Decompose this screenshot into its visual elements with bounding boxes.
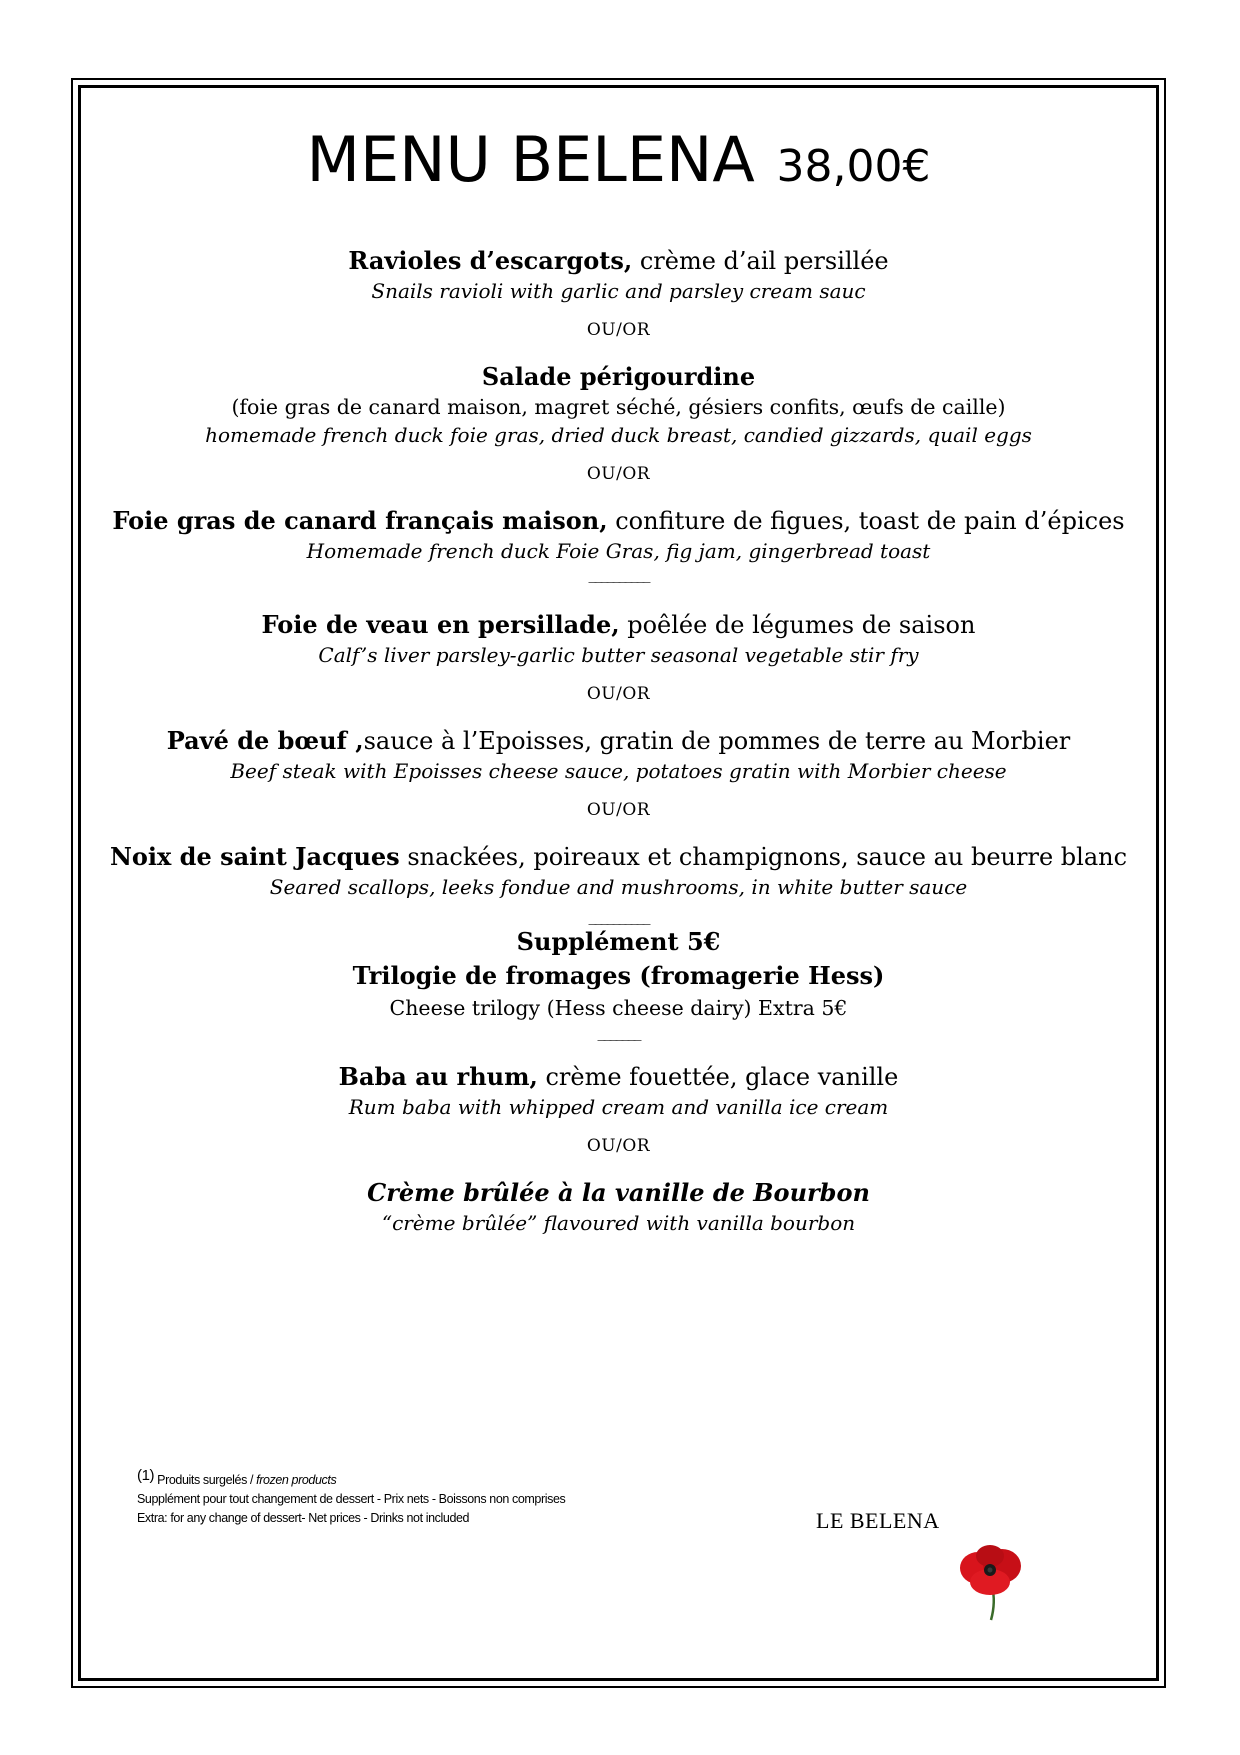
menu-title-text: MENU BELENA <box>306 123 755 196</box>
dish-name: Ravioles d’escargots, <box>348 246 633 275</box>
footnotes <box>137 1466 565 1528</box>
poppy-flower-logo <box>956 1542 1026 1622</box>
restaurant-name: LE BELENA <box>816 1508 940 1533</box>
menu-title <box>81 120 1156 207</box>
dish-name: Foie de veau en persillade, <box>261 610 620 639</box>
main-item <box>81 609 1156 669</box>
supplement-item <box>81 925 1156 1023</box>
or-label: OU/OR <box>586 800 651 820</box>
dish-translation: Seared scallops, leeks fondue and mushrooms, in white butter sauce <box>269 875 968 899</box>
or-label: OU/OR <box>586 320 651 340</box>
footnote-line: Supplément pour tout changement de dessert - Prix nets - Boissons non comprises <box>137 1492 566 1506</box>
dish-description: poêlée de légumes de saison <box>619 611 976 639</box>
menu-content <box>81 88 1156 1237</box>
dish-name: Crème brûlée à la vanille de Bourbon <box>367 1178 870 1207</box>
starter-item <box>81 245 1156 305</box>
dish-name: Noix de saint Jacques <box>109 842 400 871</box>
supplement-label: Supplément 5€ <box>516 927 721 956</box>
dish-name: Pavé de bœuf , <box>166 726 364 755</box>
footnote-marker: (1) <box>137 1467 155 1484</box>
dish-translation: Snails ravioli with garlic and parsley cream sauc <box>371 279 866 303</box>
main-item <box>81 841 1156 901</box>
dish-name: Foie gras de canard français maison, <box>112 506 608 535</box>
or-label: OU/OR <box>586 464 651 484</box>
dish-name: Baba au rhum, <box>338 1062 538 1091</box>
dish-description: snackées, poireaux et champignons, sauce au beurre blanc <box>399 843 1128 871</box>
section-separator: _______ <box>597 1022 640 1041</box>
footnote-line: Extra: for any change of dessert- Net prices - Drinks not included <box>137 1511 470 1525</box>
dish-translation: Beef steak with Epoisses cheese sauce, potatoes gratin with Morbier cheese <box>230 759 1007 783</box>
dish-description: confiture de figues, toast de pain d’épices <box>607 507 1125 535</box>
or-label: OU/OR <box>586 684 651 704</box>
menu-price: 38,00€ <box>776 141 931 192</box>
dish-description: crème fouettée, glace vanille <box>537 1063 899 1091</box>
dish-name: Salade périgourdine <box>481 362 756 391</box>
dish-description: crème d’ail persillée <box>632 247 889 275</box>
section-separator: __________ <box>588 564 649 583</box>
dish-translation: Rum baba with whipped cream and vanilla ice cream <box>348 1095 889 1119</box>
dish-translation: Calf’s liver parsley-garlic butter seasonal vegetable stir fry <box>318 643 919 667</box>
dessert-item <box>81 1177 1156 1237</box>
dish-translation: “crème brûlée” flavoured with vanilla bourbon <box>381 1211 856 1235</box>
section-separator: __________ <box>588 906 649 925</box>
dish-translation: Homemade french duck Foie Gras, fig jam, gingerbread toast <box>306 539 931 563</box>
starter-item <box>81 361 1156 449</box>
footnote-frozen: Produits surgelés / <box>157 1473 257 1487</box>
dessert-item <box>81 1061 1156 1121</box>
dish-translation: homemade french duck foie gras, dried duck breast, candied gizzards, quail eggs <box>205 423 1032 447</box>
dish-description: sauce à l’Epoisses, gratin de pommes de terre au Morbier <box>363 727 1071 755</box>
dish-description: (foie gras de canard maison, magret séché, gésiers confits, œufs de caille) <box>231 395 1006 419</box>
main-item <box>81 725 1156 785</box>
dish-translation: Cheese trilogy (Hess cheese dairy) Extra 5€ <box>389 996 848 1020</box>
dish-name: Trilogie de fromages (fromagerie Hess) <box>352 961 885 990</box>
footnote-frozen-en: frozen products <box>256 1473 337 1487</box>
starter-item <box>81 505 1156 565</box>
or-label: OU/OR <box>586 1136 651 1156</box>
